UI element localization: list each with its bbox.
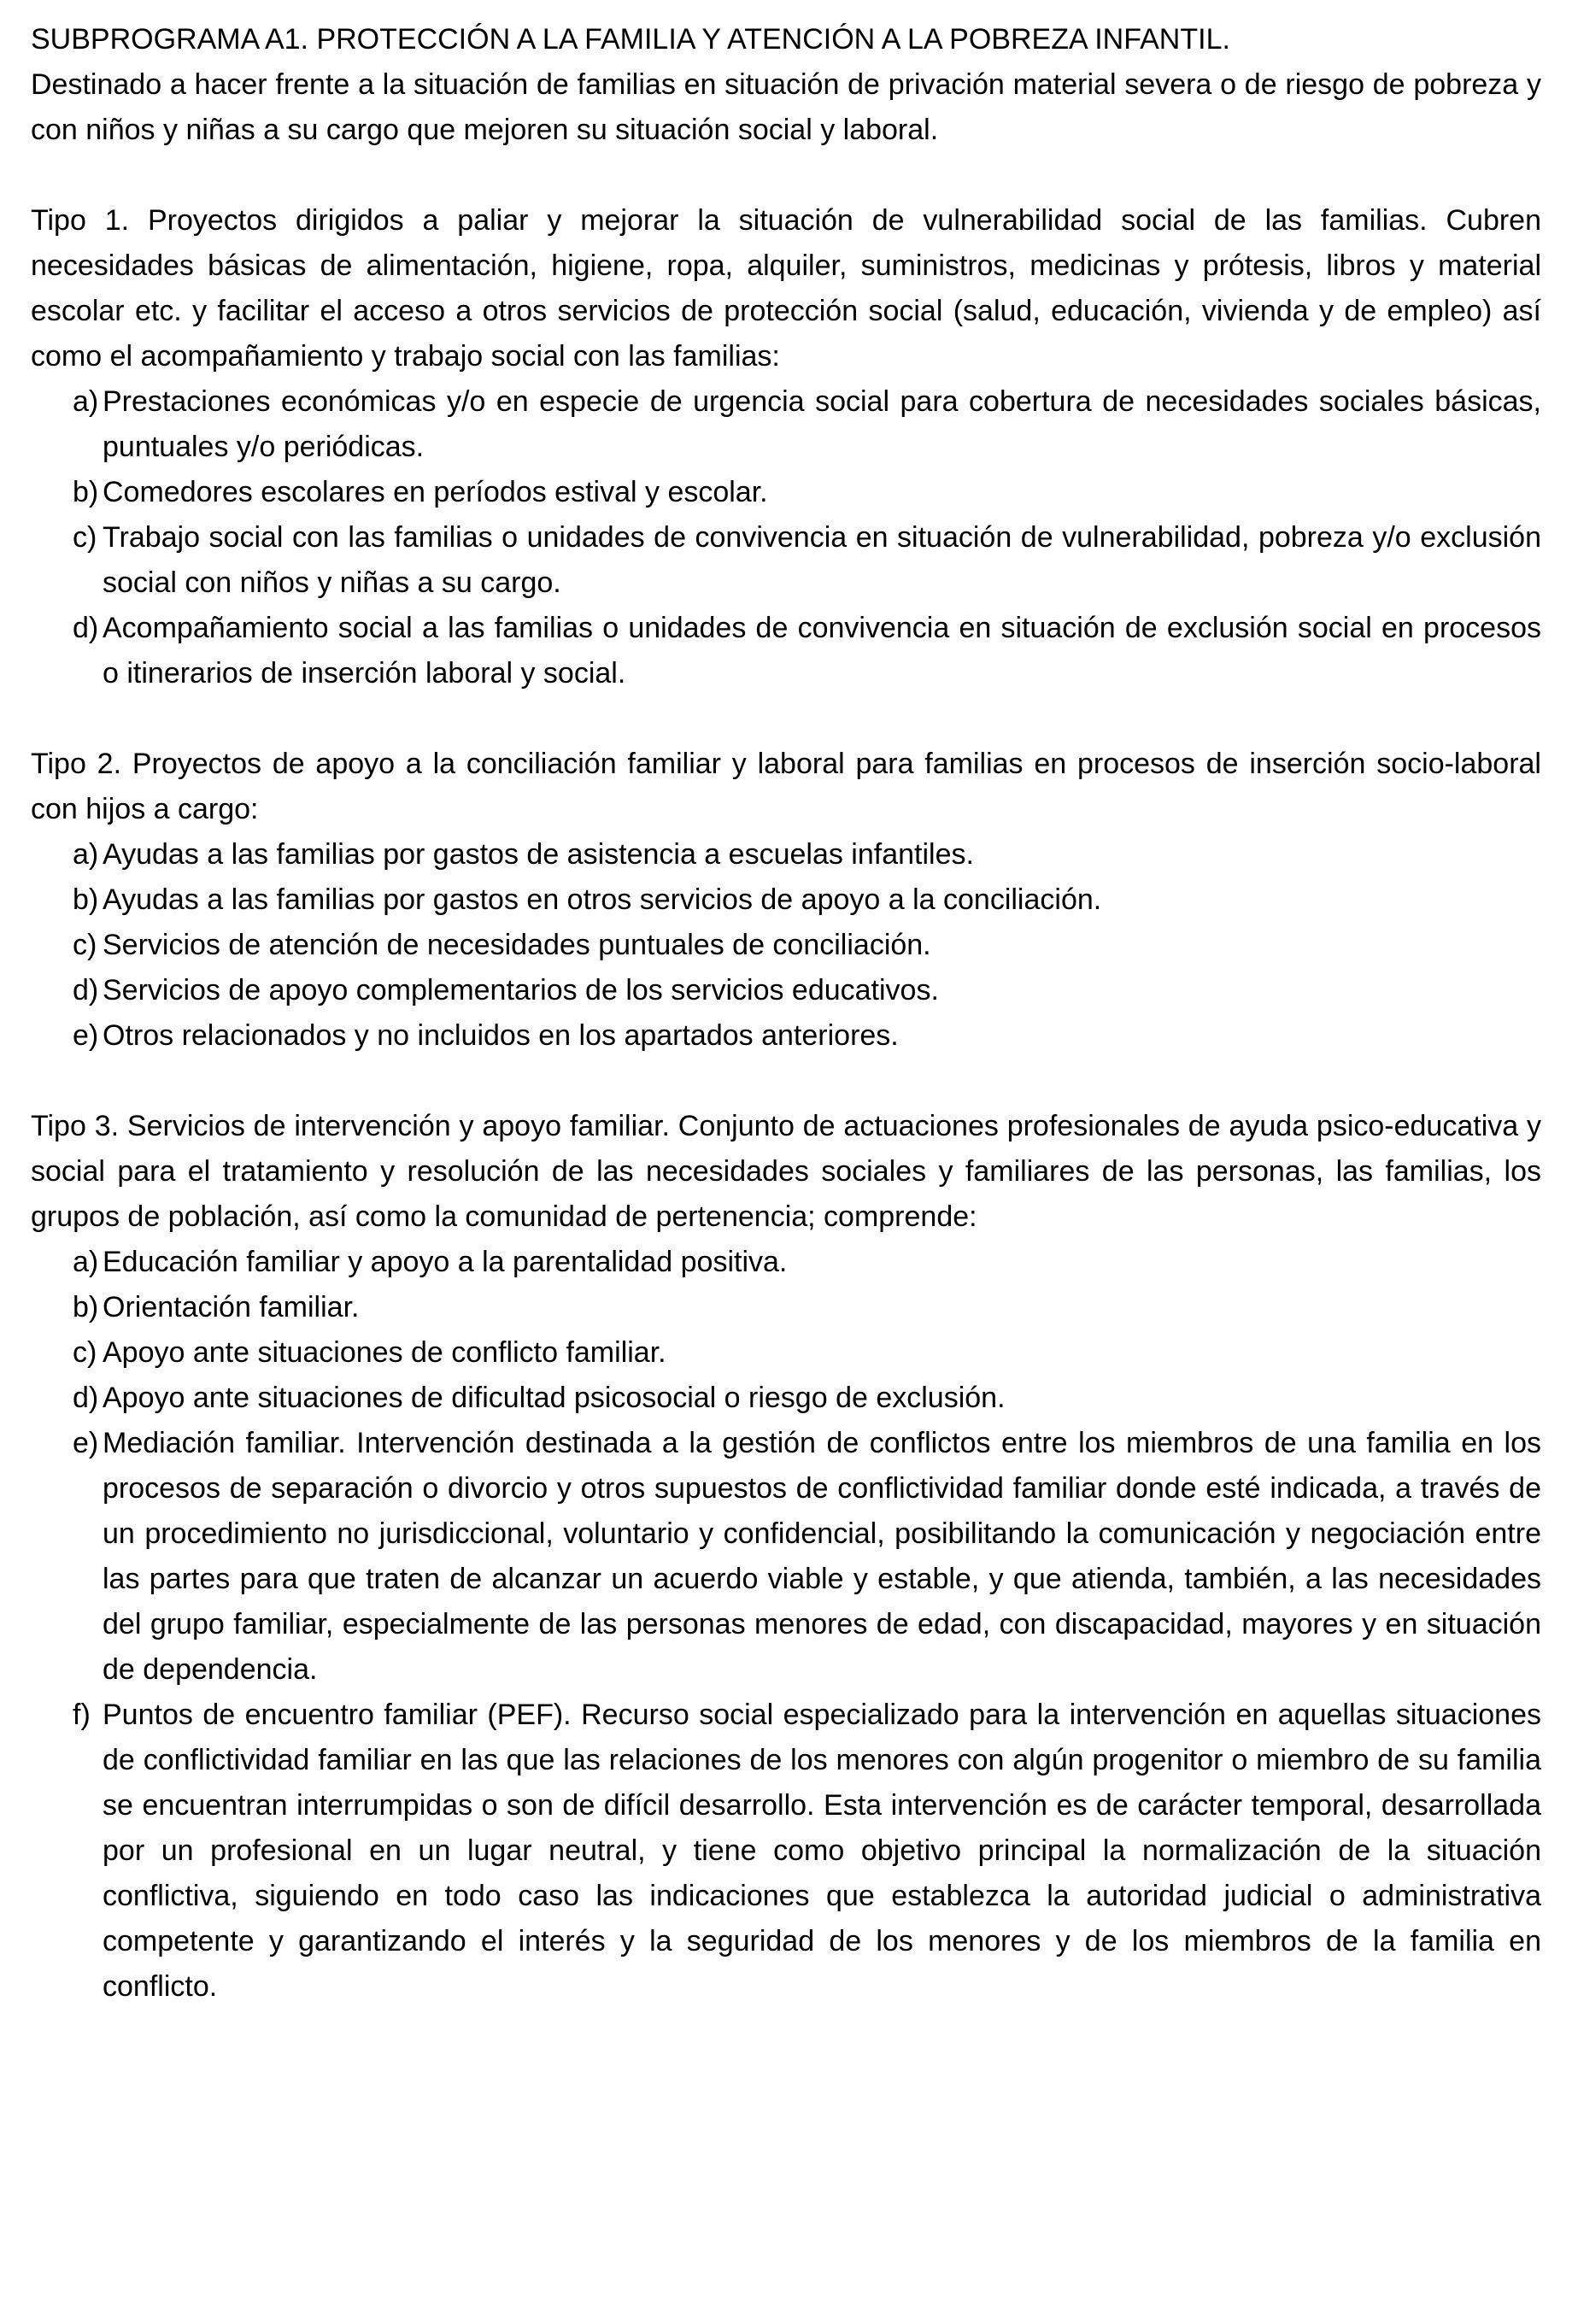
list-item bbox=[31, 923, 1541, 968]
list-item bbox=[31, 379, 1541, 470]
list-item bbox=[31, 1013, 1541, 1059]
intro-paragraph: Destinado a hacer frente a la situación de familias en situación de privación material severa o de riesgo de pobreza y con niños y niñas a su cargo que mejoren su situación social y laboral. bbox=[31, 68, 1541, 146]
list-marker: d) bbox=[73, 974, 99, 1006]
section-tipo-3 bbox=[31, 1104, 1541, 2010]
list-item bbox=[31, 470, 1541, 515]
list-marker: b) bbox=[73, 883, 99, 916]
list-item-text: Puntos de encuentro familiar (PEF). Recurso social especializado para la intervención en aquellas situaciones de conflictividad familiar en las que las relaciones de los menores con algún progenitor o miembro de su familia se encuentran interrumpidas o son de difícil desarrollo. Esta intervención es de carácter temporal, desarrollada por un profesional en un lugar neutral, y tiene como objetivo principal la normalización de la situación conflictiva, siguiendo en todo caso las indicaciones que establezca la autoridad judicial o administrativa competente y garantizando el interés y la seguridad de los menores y de los miembros de la familia en conflicto. bbox=[103, 1699, 1541, 2003]
list-item bbox=[31, 968, 1541, 1013]
document-title: SUBPROGRAMA A1. PROTECCIÓN A LA FAMILIA Y ATENCIÓN A LA POBREZA INFANTIL. bbox=[31, 23, 1230, 56]
list-item bbox=[31, 1421, 1541, 1693]
section-tipo-2-lead: Tipo 2. Proyectos de apoyo a la conciliación familiar y laboral para familias en procesos de inserción socio-laboral con hijos a cargo: bbox=[31, 748, 1541, 825]
section-tipo-1 bbox=[31, 198, 1541, 696]
list-marker: d) bbox=[73, 612, 99, 644]
list-marker: a) bbox=[73, 838, 99, 871]
list-item bbox=[31, 832, 1541, 877]
list-item-text: Educación familiar y apoyo a la parentalidad positiva. bbox=[103, 1246, 788, 1278]
list-marker: d) bbox=[73, 1382, 99, 1414]
section-tipo-3-list bbox=[31, 1240, 1541, 2010]
list-item bbox=[31, 877, 1541, 923]
list-item bbox=[31, 1376, 1541, 1421]
list-item-text: Servicios de atención de necesidades puntuales de conciliación. bbox=[103, 929, 931, 961]
list-marker: c) bbox=[73, 1336, 97, 1369]
list-item-text: Trabajo social con las familias o unidades de convivencia en situación de vulnerabilidad, pobreza y/o exclusión social con niños y niñas a su cargo. bbox=[103, 521, 1541, 599]
list-item-text: Orientación familiar. bbox=[103, 1291, 360, 1323]
list-item-text: Ayudas a las familias por gastos de asistencia a escuelas infantiles. bbox=[103, 838, 974, 871]
list-marker: c) bbox=[73, 521, 97, 554]
list-item-text: Prestaciones económicas y/o en especie de urgencia social para cobertura de necesidades sociales básicas, puntuales y/o periódicas. bbox=[103, 385, 1541, 463]
section-tipo-1-list bbox=[31, 379, 1541, 696]
list-marker: c) bbox=[73, 929, 97, 961]
list-item bbox=[31, 1285, 1541, 1330]
list-item bbox=[31, 1240, 1541, 1285]
section-tipo-2-list bbox=[31, 832, 1541, 1059]
list-item bbox=[31, 606, 1541, 696]
list-item-text: Servicios de apoyo complementarios de los servicios educativos. bbox=[103, 974, 939, 1006]
list-item-text: Acompañamiento social a las familias o unidades de convivencia en situación de exclusión social en procesos o itinerarios de inserción laboral y social. bbox=[103, 612, 1541, 690]
section-tipo-3-lead: Tipo 3. Servicios de intervención y apoyo familiar. Conjunto de actuaciones profesionales de ayuda psico-educativa y social para el tratamiento y resolución de las necesidades sociales y familiares de las personas, las familias, los grupos de población, así como la comunidad de pertenencia; comprende: bbox=[31, 1110, 1541, 1233]
list-marker: a) bbox=[73, 1246, 99, 1278]
section-tipo-1-lead: Tipo 1. Proyectos dirigidos a paliar y mejorar la situación de vulnerabilidad social de las familias. Cubren necesidades básicas de alimentación, higiene, ropa, alquiler, suministros, medicinas y prótesis, libros y material escolar etc. y facilitar el acceso a otros servicios de protección social (salud, educación, vivienda y de empleo) así como el acompañamiento y trabajo social con las familias: bbox=[31, 204, 1541, 373]
list-marker: b) bbox=[73, 1291, 99, 1323]
list-item-text: Otros relacionados y no incluidos en los apartados anteriores. bbox=[103, 1019, 899, 1052]
list-item bbox=[31, 1330, 1541, 1376]
list-item bbox=[31, 1693, 1541, 2010]
list-item-text: Comedores escolares en períodos estival y escolar. bbox=[103, 476, 768, 508]
list-item-text: Apoyo ante situaciones de dificultad psicosocial o riesgo de exclusión. bbox=[103, 1382, 1006, 1414]
section-tipo-2 bbox=[31, 742, 1541, 1059]
list-item-text: Mediación familiar. Intervención destinada a la gestión de conflictos entre los miembros de una familia en los procesos de separación o divorcio y otros supuestos de conflictividad familiar donde esté indicada, a través de un procedimiento no jurisdiccional, voluntario y confidencial, posibilitando la comunicación y negociación entre las partes para que traten de alcanzar un acuerdo viable y estable, y que atienda, también, a las necesidades del grupo familiar, especialmente de las personas menores de edad, con discapacidad, mayores y en situación de dependencia. bbox=[103, 1427, 1541, 1686]
list-marker: f) bbox=[73, 1699, 91, 1731]
list-item-text: Apoyo ante situaciones de conflicto familiar. bbox=[103, 1336, 666, 1369]
list-marker: a) bbox=[73, 385, 99, 418]
list-item-text: Ayudas a las familias por gastos en otros servicios de apoyo a la conciliación. bbox=[103, 883, 1102, 916]
list-item bbox=[31, 515, 1541, 606]
list-marker: e) bbox=[73, 1427, 99, 1459]
list-marker: b) bbox=[73, 476, 99, 508]
list-marker: e) bbox=[73, 1019, 99, 1052]
